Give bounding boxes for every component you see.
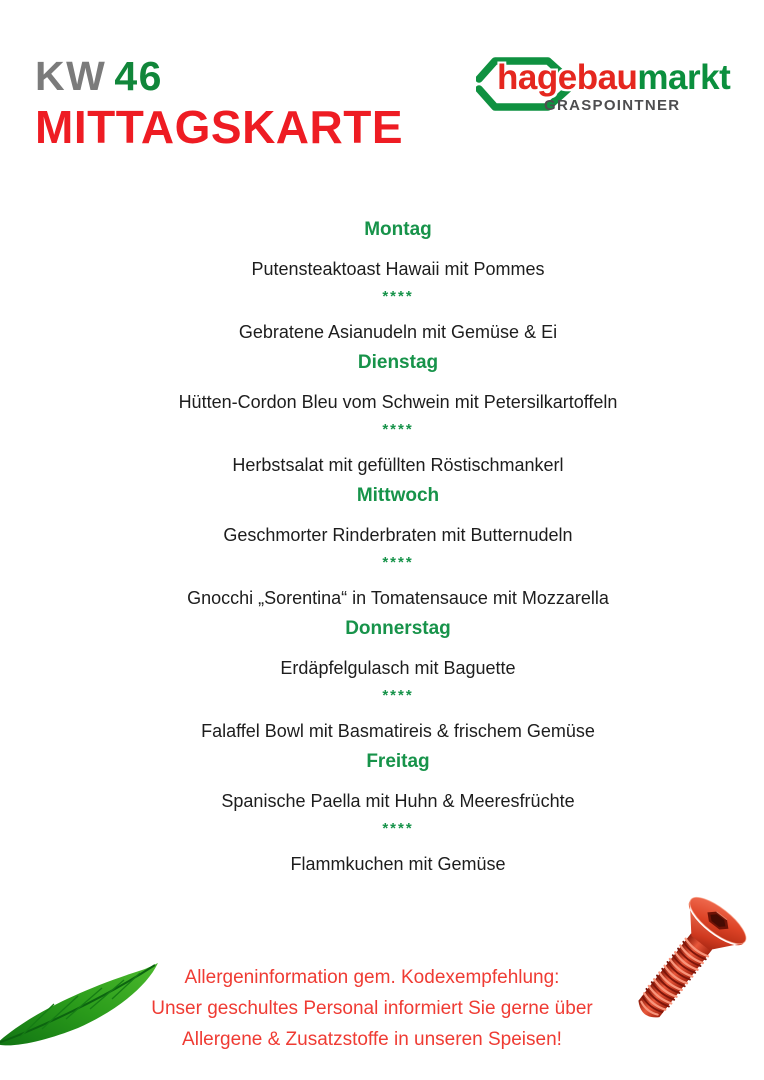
- brand-subtitle: GRASPOINTNER: [544, 97, 681, 114]
- star-separator: ****: [382, 421, 414, 438]
- day-name: Mittwoch: [356, 485, 440, 506]
- star-separator: ****: [382, 687, 414, 704]
- dish-item: Spanische Paella mit Huhn & Meeresfrüchte: [221, 791, 575, 811]
- allergen-line-3: Allergene & Zusatzstoffe in unseren Speisen!: [182, 1029, 562, 1050]
- day-section-montag: [32, 218, 764, 344]
- day-section-dienstag: [32, 351, 764, 477]
- dish-item: Gnocchi „Sorentina“ in Tomatensauce mit Mozzarella: [187, 588, 609, 608]
- allergen-line-2: Unser geschultes Personal informiert Sie gerne über: [151, 998, 593, 1019]
- week-line: [35, 52, 403, 100]
- brand-wordmark: [497, 60, 730, 96]
- day-section-freitag: [32, 750, 764, 876]
- brand-hagebau: hagebau: [497, 58, 638, 97]
- day-name: Freitag: [366, 751, 430, 772]
- allergen-line-1: Allergeninformation gem. Kodexempfehlung:: [184, 967, 560, 988]
- star-separator: ****: [382, 554, 414, 571]
- dish-item: Erdäpfelgulasch mit Baguette: [280, 658, 516, 678]
- dish-item: Falaffel Bowl mit Basmatireis & frischem Gemüse: [201, 721, 595, 741]
- star-separator: ****: [382, 288, 414, 305]
- dish-item: Herbstsalat mit gefüllten Röstischmankerl: [232, 455, 564, 475]
- screw-icon: [602, 886, 760, 1042]
- leaf-icon: [0, 960, 164, 1052]
- dish-item: Gebratene Asianudeln mit Gemüse & Ei: [238, 322, 558, 342]
- day-section-donnerstag: [32, 617, 764, 743]
- hagebaumarkt-logo: [470, 46, 750, 120]
- star-separator: ****: [382, 820, 414, 837]
- dish-item: Flammkuchen mit Gemüse: [290, 854, 506, 874]
- week-number: 46: [114, 53, 163, 99]
- header: [35, 52, 404, 153]
- week-label: KW: [35, 53, 107, 99]
- day-section-mittwoch: [32, 484, 764, 610]
- brand-markt: markt: [637, 58, 731, 97]
- page-title: MITTAGSKARTE: [35, 101, 404, 153]
- day-name: Dienstag: [357, 352, 439, 373]
- menu-list: [32, 218, 764, 883]
- dish-item: Geschmorter Rinderbraten mit Butternudeln: [223, 525, 573, 545]
- day-name: Donnerstag: [345, 618, 451, 639]
- dish-item: Putensteaktoast Hawaii mit Pommes: [251, 259, 545, 279]
- dish-item: Hütten-Cordon Bleu vom Schwein mit Petersilkartoffeln: [178, 392, 618, 412]
- day-name: Montag: [364, 219, 432, 240]
